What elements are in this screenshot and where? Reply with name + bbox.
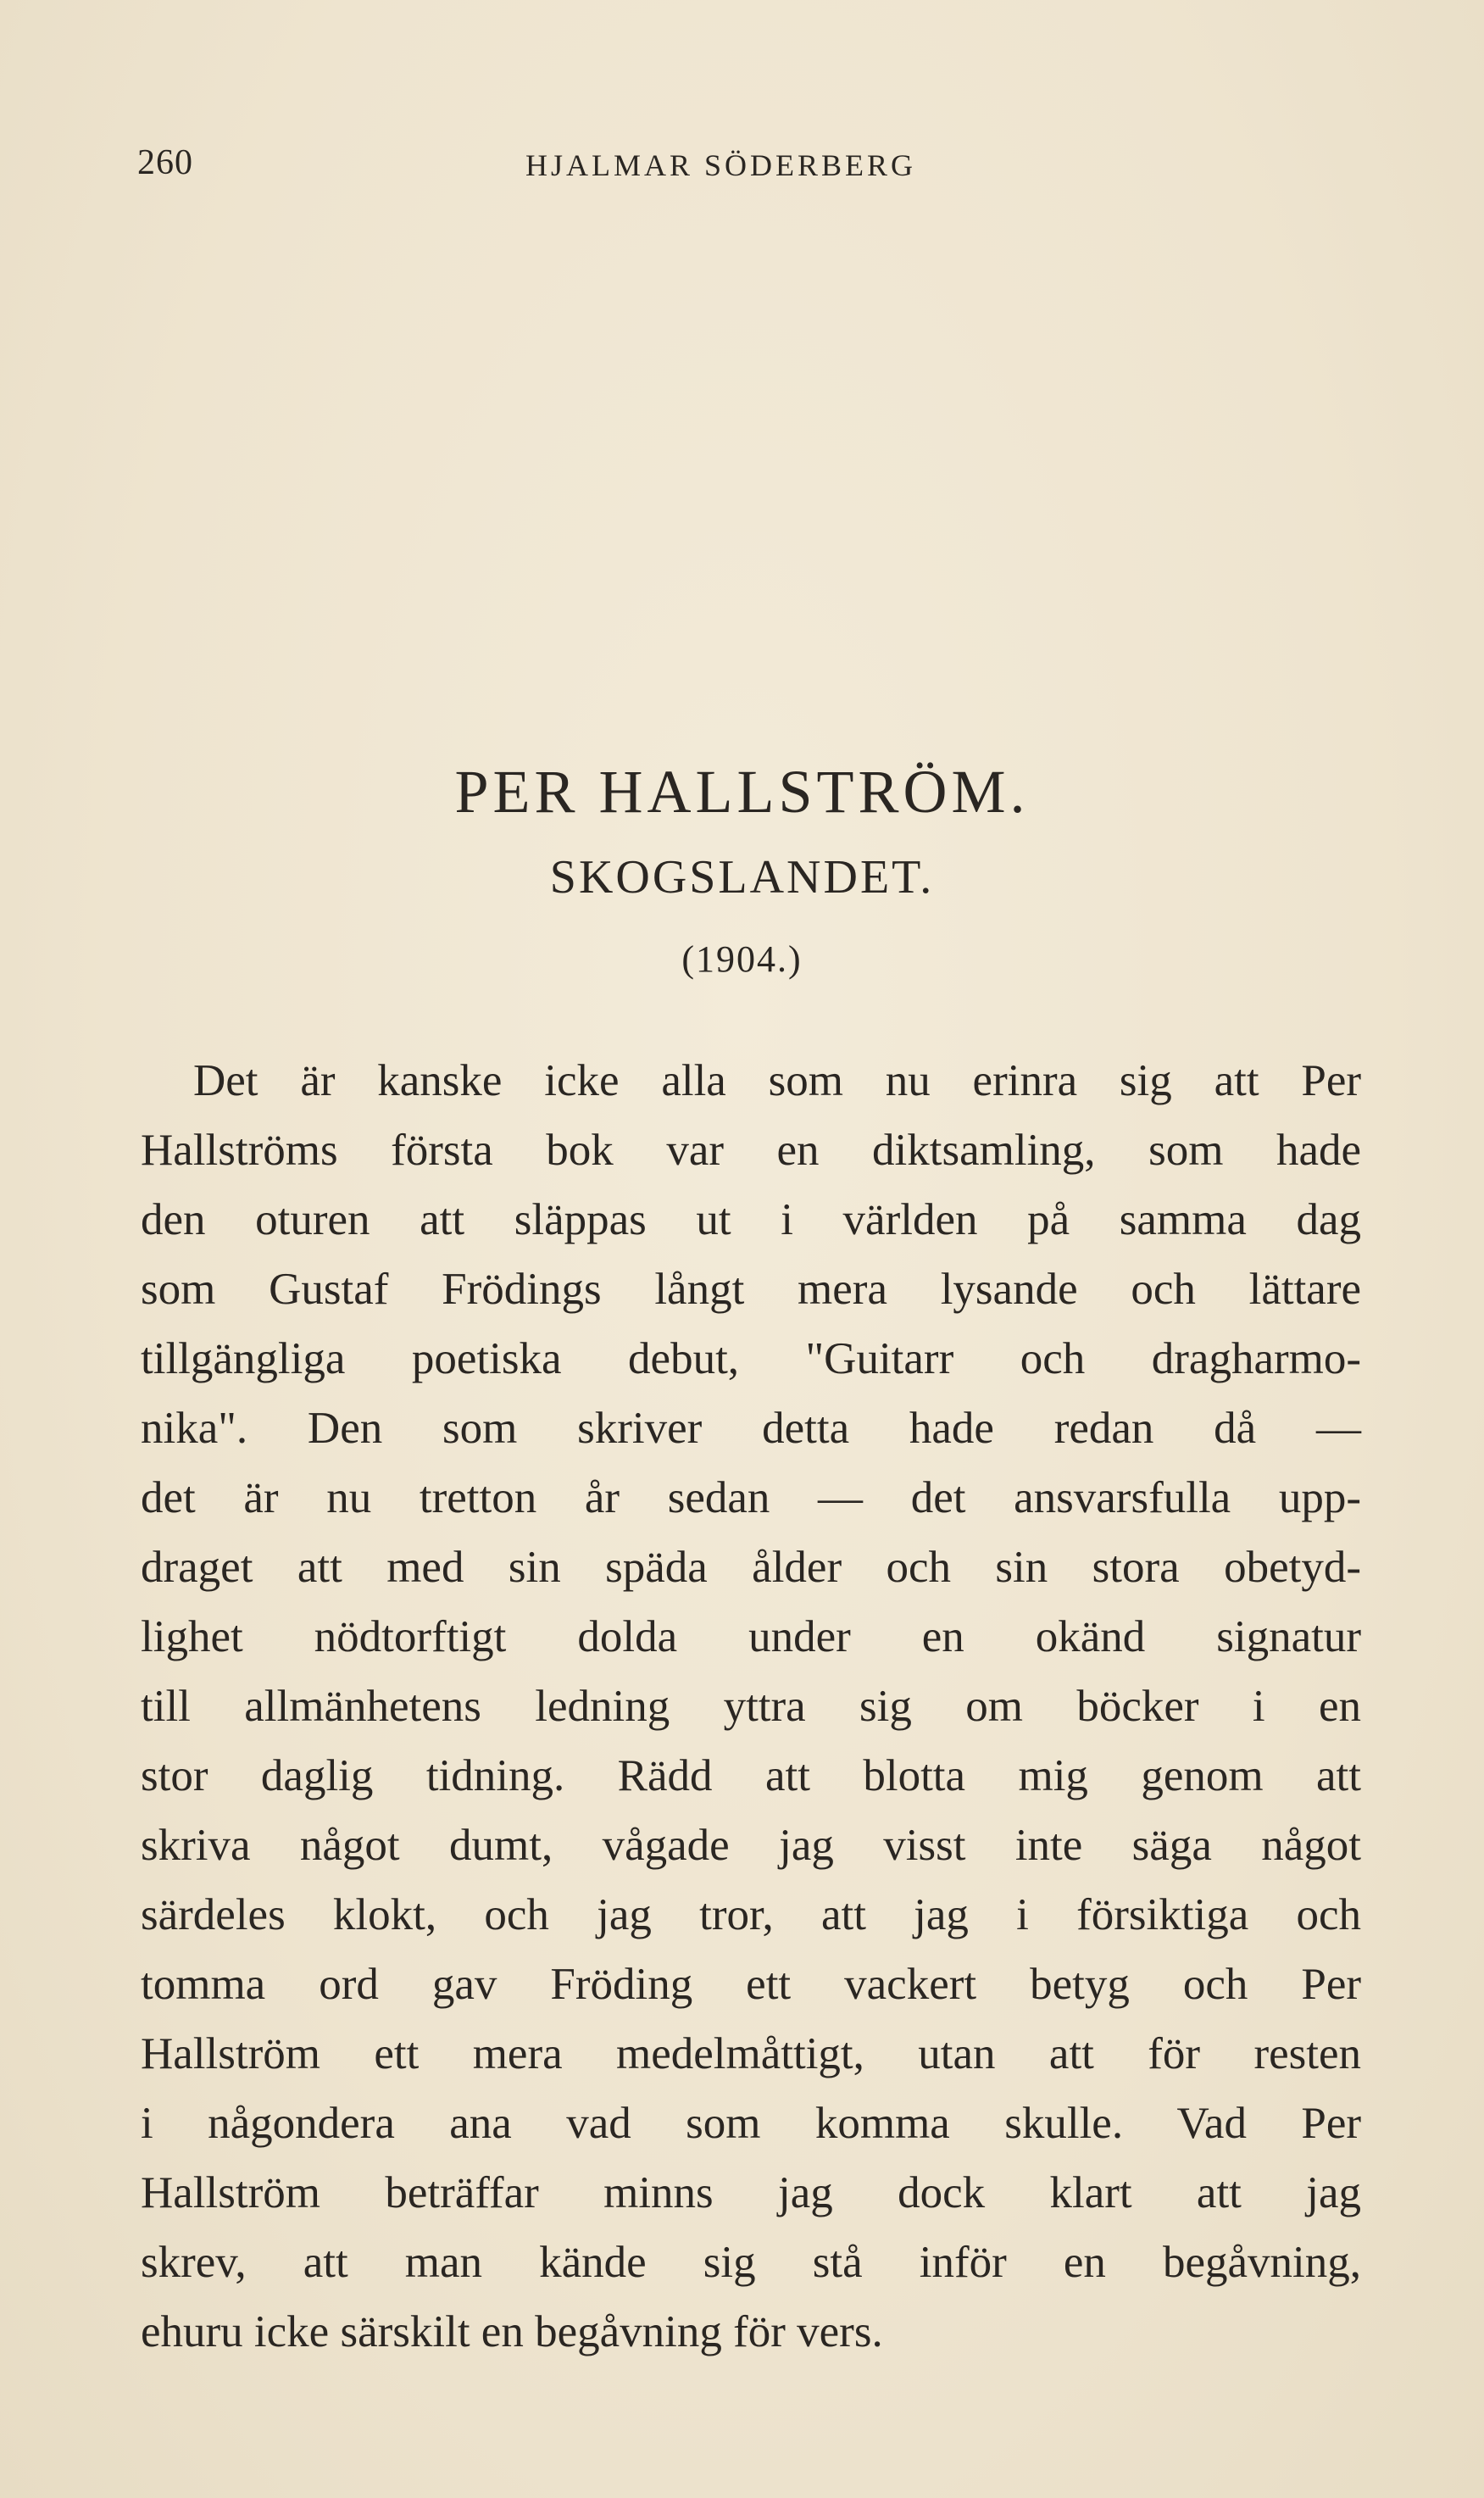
publication-year: (1904.) xyxy=(681,938,803,980)
text-line: det är nu tretton år sedan — det ansvarsfulla upp- xyxy=(141,1473,1361,1522)
body-paragraph xyxy=(141,1046,1361,2367)
text-line: till allmänhetens ledning yttra sig om böcker i en xyxy=(141,1682,1361,1731)
section-title: PER HALLSTRÖM. xyxy=(454,758,1030,826)
text-line: Hallström beträffar minns jag dock klart att jag xyxy=(141,2168,1361,2217)
text-line: Det är kanske icke alla som nu erinra sig att Per xyxy=(193,1056,1361,1105)
text-line: draget att med sin späda ålder och sin stora obetyd- xyxy=(141,1543,1361,1592)
text-line: skriva något dumt, vågade jag visst inte säga något xyxy=(141,1821,1361,1870)
text-line: tomma ord gav Fröding ett vackert betyg och Per xyxy=(141,1960,1361,2009)
text-line: särdeles klokt, och jag tror, att jag i försiktiga och xyxy=(141,1890,1361,1939)
text-line: den oturen att släppas ut i världen på samma dag xyxy=(141,1195,1361,1244)
text-line: tillgängliga poetiska debut, "Guitarr och dragharmo- xyxy=(141,1334,1361,1383)
running-title: HJALMAR SÖDERBERG xyxy=(525,148,917,182)
text-line: nika". Den som skriver detta hade redan då — xyxy=(141,1404,1361,1453)
text-line: ehuru icke särskilt en begåvning för vers. xyxy=(141,2307,883,2356)
text-line: lighet nödtorftigt dolda under en okänd signatur xyxy=(141,1612,1361,1661)
text-line: i någondera ana vad som komma skulle. Vad Per xyxy=(141,2099,1361,2148)
text-line: Hallström ett mera medelmåttigt, utan att för resten xyxy=(141,2029,1361,2078)
text-line: stor daglig tidning. Rädd att blotta mig genom att xyxy=(141,1751,1361,1800)
text-line: Hallströms första bok var en diktsamling, som hade xyxy=(141,1126,1361,1175)
running-head xyxy=(0,142,1484,193)
text-line: skrev, att man kände sig stå inför en begåvning, xyxy=(141,2238,1361,2287)
text-line: som Gustaf Frödings långt mera lysande och lättare xyxy=(141,1265,1361,1314)
page-number: 260 xyxy=(137,143,193,182)
section-subtitle: SKOGSLANDET. xyxy=(549,851,935,904)
